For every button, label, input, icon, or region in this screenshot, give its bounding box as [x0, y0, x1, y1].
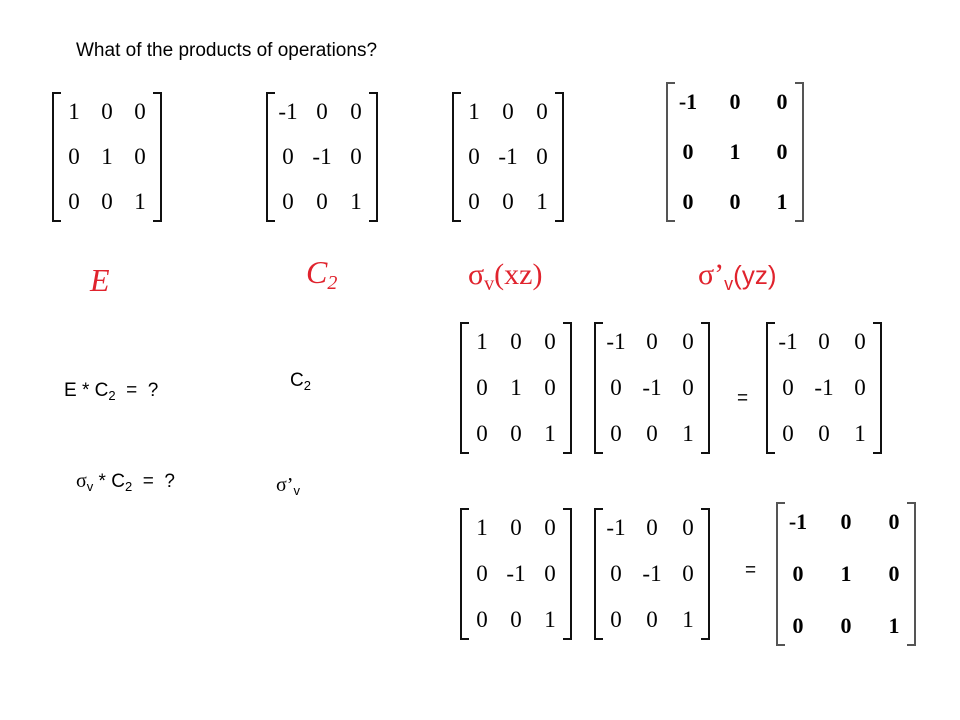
- matrix-cell: 0: [782, 421, 794, 446]
- matrix-cell: 0: [682, 329, 694, 354]
- matrix-cell: -1: [814, 375, 834, 400]
- label-sigma-prime: σ’: [698, 258, 725, 291]
- question-1: [64, 380, 158, 403]
- a1-text: C: [290, 370, 304, 391]
- label-C2-sub: 2: [327, 272, 338, 294]
- product2-result-sigma-v-prime: [776, 502, 916, 646]
- matrix-cell: -1: [312, 144, 332, 169]
- matrix-cell: 0: [134, 99, 146, 124]
- matrix-cell: 1: [134, 189, 146, 214]
- matrix-cell: 0: [476, 375, 488, 400]
- label-sigma-prime-sub: v: [724, 274, 734, 294]
- q2-mid: * C: [93, 471, 125, 492]
- matrix-cell: 0: [682, 515, 694, 540]
- matrix-cell: 0: [682, 189, 694, 214]
- q2-rhs: = ?: [132, 471, 175, 492]
- matrix-cell: 0: [854, 375, 866, 400]
- q1-sub: 2: [108, 388, 116, 403]
- matrix-cell: 0: [610, 421, 622, 446]
- matrix-cell: 0: [818, 421, 830, 446]
- matrix-cell: 0: [476, 607, 488, 632]
- page-title: What of the products of operations?: [76, 40, 378, 61]
- matrix-cell: 0: [510, 421, 522, 446]
- matrix-cell: 0: [888, 509, 900, 534]
- matrix-cell: 0: [646, 421, 658, 446]
- matrix-cell: 0: [510, 607, 522, 632]
- matrix-cell: 0: [646, 329, 658, 354]
- matrix-cell: 0: [536, 144, 548, 169]
- matrix-cell: 0: [101, 189, 113, 214]
- matrix-cell: 0: [282, 144, 294, 169]
- matrix-cell: 1: [544, 421, 556, 446]
- label-sigma-v-xz: [468, 258, 542, 296]
- matrix-cell: 0: [792, 613, 804, 638]
- matrix-cell: 0: [476, 561, 488, 586]
- matrix-cell: 0: [610, 607, 622, 632]
- answer-2: [276, 474, 300, 498]
- matrix-cell: 0: [854, 329, 866, 354]
- product2-equals: =: [745, 560, 757, 581]
- matrix-cell: 1: [682, 607, 694, 632]
- matrix-cell: 1: [888, 613, 900, 638]
- matrix-cell: -1: [678, 89, 698, 114]
- matrix-cell: 0: [350, 144, 362, 169]
- matrix-cell: 0: [776, 139, 788, 164]
- a2-sub: v: [293, 483, 300, 498]
- matrix-cell: -1: [278, 99, 298, 124]
- matrix-cell: -1: [606, 329, 626, 354]
- matrix-cell: 0: [544, 561, 556, 586]
- matrix-cell: 0: [610, 561, 622, 586]
- label-sigma-v-prime-yz: [698, 258, 777, 295]
- matrix-cell: 0: [350, 99, 362, 124]
- question-2: [76, 470, 175, 494]
- q1-lhs: E * C: [64, 380, 109, 401]
- matrix-cell: 0: [316, 189, 328, 214]
- matrix-cell: -1: [642, 561, 662, 586]
- matrix-cell: 0: [729, 189, 741, 214]
- label-C2-text: C: [306, 254, 328, 290]
- matrix-cell: -1: [606, 515, 626, 540]
- matrix-cell: 1: [776, 189, 788, 214]
- matrix-cell: 0: [134, 144, 146, 169]
- matrix-cell: 1: [729, 139, 741, 164]
- a1-sub: 2: [303, 378, 311, 393]
- product2-matrix-sigma-v: [460, 508, 572, 640]
- matrix-cell: 1: [854, 421, 866, 446]
- matrix-cell: 0: [502, 99, 514, 124]
- matrix-cell: 0: [468, 144, 480, 169]
- label-E: [90, 262, 110, 299]
- product1-matrix-E: [460, 322, 572, 454]
- matrix-cell: 0: [840, 613, 852, 638]
- answer-1: [290, 370, 311, 393]
- matrix-cell: 0: [316, 99, 328, 124]
- label-sigma-sub: v: [484, 273, 495, 295]
- q2-sub-2: 2: [124, 479, 133, 494]
- matrix-sigma-v-prime-yz: [666, 82, 804, 222]
- matrix-cell: 1: [468, 99, 480, 124]
- q2-sub-v: v: [86, 479, 94, 494]
- matrix-cell: 0: [476, 421, 488, 446]
- matrix-cell: 0: [729, 89, 741, 114]
- matrix-cell: 0: [544, 515, 556, 540]
- matrix-cell: 1: [350, 189, 362, 214]
- matrix-cell: -1: [778, 329, 798, 354]
- matrix-cell: 0: [840, 509, 852, 534]
- matrix-cell: 0: [544, 329, 556, 354]
- matrix-C2: [266, 92, 378, 222]
- matrix-cell: 0: [818, 329, 830, 354]
- product1-result-C2: [766, 322, 882, 454]
- matrix-cell: 1: [476, 329, 488, 354]
- product2-matrix-C2: [594, 508, 710, 640]
- matrix-cell: 0: [536, 99, 548, 124]
- matrix-cell: 0: [792, 561, 804, 586]
- matrix-cell: 1: [536, 189, 548, 214]
- matrix-cell: -1: [506, 561, 526, 586]
- matrix-cell: 0: [782, 375, 794, 400]
- matrix-cell: 0: [682, 139, 694, 164]
- product1-equals: =: [737, 388, 749, 409]
- matrix-cell: 0: [888, 561, 900, 586]
- matrix-cell: 1: [476, 515, 488, 540]
- matrix-cell: 0: [282, 189, 294, 214]
- matrix-cell: 1: [682, 421, 694, 446]
- matrix-cell: 1: [544, 607, 556, 632]
- label-C2: [306, 254, 337, 295]
- label-yz: (yz): [733, 260, 777, 290]
- matrix-cell: 0: [646, 607, 658, 632]
- matrix-cell: 0: [510, 329, 522, 354]
- matrix-cell: 0: [682, 561, 694, 586]
- matrix-cell: 1: [840, 561, 852, 586]
- q1-rhs: = ?: [115, 380, 159, 401]
- q2-sigma: σ: [76, 470, 87, 492]
- matrix-cell: 1: [101, 144, 113, 169]
- matrix-cell: -1: [642, 375, 662, 400]
- product1-matrix-C2: [594, 322, 710, 454]
- matrix-cell: 1: [68, 99, 80, 124]
- matrix-cell: 0: [101, 99, 113, 124]
- matrix-cell: 0: [510, 515, 522, 540]
- a2-sigma: σ’: [276, 474, 294, 496]
- matrix-cell: 0: [544, 375, 556, 400]
- matrix-cell: 0: [610, 375, 622, 400]
- matrix-sigma-v-xz: [452, 92, 564, 222]
- matrix-cell: 0: [502, 189, 514, 214]
- matrix-cell: -1: [498, 144, 518, 169]
- matrix-cell: 0: [68, 189, 80, 214]
- label-xz: (xz): [494, 258, 543, 291]
- matrix-cell: 1: [510, 375, 522, 400]
- label-sigma: σ: [468, 258, 485, 291]
- matrix-cell: 0: [682, 375, 694, 400]
- matrix-E: [52, 92, 162, 222]
- label-E-text: E: [90, 262, 110, 298]
- matrix-cell: 0: [776, 89, 788, 114]
- matrix-cell: 0: [68, 144, 80, 169]
- matrix-cell: 0: [646, 515, 658, 540]
- matrix-cell: -1: [788, 509, 808, 534]
- matrix-cell: 0: [468, 189, 480, 214]
